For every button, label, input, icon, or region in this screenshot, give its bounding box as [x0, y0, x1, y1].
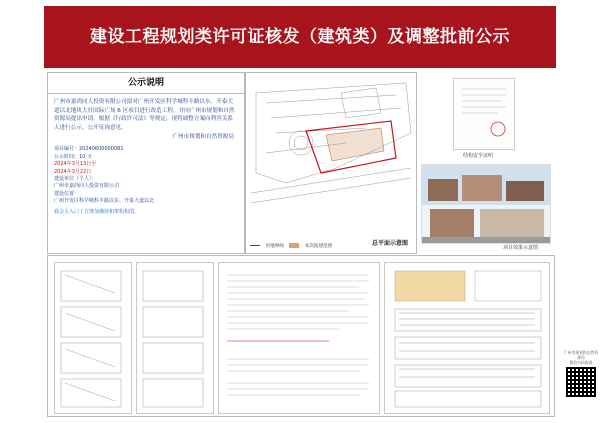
qr-line1: 广州市规划和自然资源局	[563, 350, 599, 360]
red-line-swatch	[250, 245, 260, 246]
notice-heading: 公示说明	[48, 73, 244, 94]
floor-plan-drawing-2	[137, 263, 213, 413]
floor-plan-drawing	[55, 263, 131, 413]
info-line: 建设位置：	[54, 190, 80, 197]
info-line: 2024年3月22日	[54, 168, 92, 175]
site-plan-drawing	[246, 73, 416, 253]
render-caption: 项目效果示意图	[503, 245, 539, 251]
structure-caption: 结构安全证明	[463, 153, 494, 159]
site-plan-panel	[245, 72, 417, 254]
notice-body: 广州市嘉尚同人投资有限公司拟对广州开发区科学城科丰路以东、开泰大道以北地块大壮国际广场 6 区项目进行改造工程，并向广州市规划和自然资源局提出申请。根据《行政许可法》等规定，现将调整方案向利害关系人进行公示，公开征询意见。	[54, 99, 235, 131]
info-line: 广州开发区科学城科丰路以东、开泰大道以北	[54, 198, 155, 205]
brown-swatch	[289, 243, 299, 248]
info-line: 公示时间：10 天	[54, 153, 92, 160]
render-image[interactable]	[421, 164, 551, 244]
qr-code-icon	[566, 367, 596, 397]
info-line: 2024年3月13日至	[54, 161, 97, 168]
floor-plan-sheet-2[interactable]	[136, 262, 214, 414]
text-sheet[interactable]	[218, 262, 380, 414]
text-sheet-drawing	[219, 263, 379, 413]
legend-brown-label: 本次报建范围	[304, 243, 333, 249]
document-icon	[454, 79, 514, 149]
elevation-sheet[interactable]	[384, 262, 550, 414]
site-plan-label: 总平面示意图	[371, 240, 408, 247]
structure-doc-thumbnail[interactable]	[453, 78, 515, 150]
site-legend	[250, 243, 336, 250]
info-line: 建设单位（个人）：	[54, 176, 97, 182]
drawings-panel	[47, 255, 555, 417]
page-title: 建设工程规划类许可证核发（建筑类）及调整批前公示	[44, 6, 556, 68]
info-link[interactable]: 我会主入口上方增加播放和架构构图。	[54, 208, 140, 215]
qr-badge[interactable]	[563, 350, 599, 420]
elevation-drawing	[385, 263, 549, 413]
right-column	[417, 72, 553, 252]
floor-plan-sheet[interactable]	[54, 262, 132, 414]
notice-panel	[47, 72, 245, 254]
building-render	[422, 165, 550, 243]
info-line: 项目编号：20240600000081	[54, 146, 124, 153]
notice-signature: 广州市规划和自然资源局	[172, 134, 234, 141]
legend-red-label: 用地界线	[265, 243, 284, 249]
info-line: 广州市嘉尚同人投资有限公司	[54, 183, 120, 190]
qr-line2: 微信扫码查看	[569, 360, 593, 365]
project-info	[48, 140, 244, 216]
notice-board	[44, 6, 556, 418]
